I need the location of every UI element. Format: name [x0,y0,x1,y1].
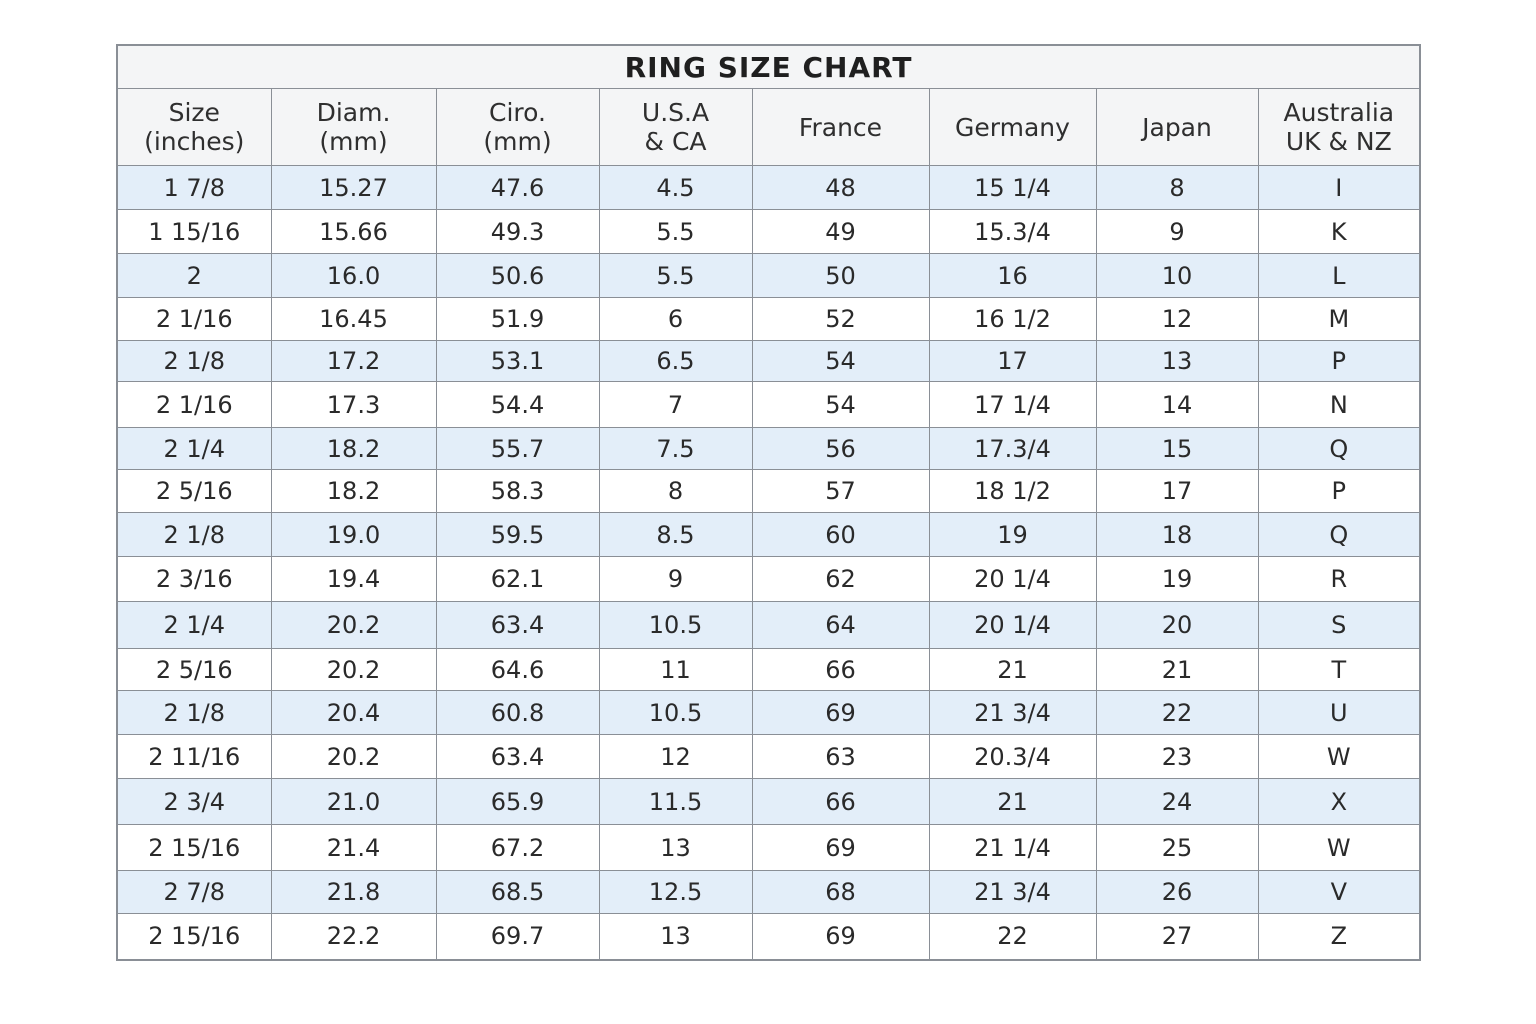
germany-cell: 22 [929,914,1096,960]
germany-cell: 21 3/4 [929,871,1096,914]
usa-ca-cell: 9 [599,557,752,602]
japan-cell: 13 [1096,341,1258,382]
japan-cell: 27 [1096,914,1258,960]
france-cell: 64 [752,602,929,649]
usa-ca-cell: 7.5 [599,428,752,470]
japan-cell: 21 [1096,649,1258,691]
australia-uk-nz-cell: N [1258,382,1420,428]
usa-ca-cell: 6.5 [599,341,752,382]
diameter-cell: 21.4 [271,825,436,871]
australia-uk-nz-cell: R [1258,557,1420,602]
circumference-cell: 69.7 [436,914,599,960]
japan-cell: 19 [1096,557,1258,602]
table-row [117,649,1420,691]
diameter-cell: 19.0 [271,513,436,557]
france-cell: 62 [752,557,929,602]
size-inches-cell: 2 1/8 [117,691,271,735]
usa-ca-cell: 11 [599,649,752,691]
diameter-cell: 16.0 [271,254,436,298]
size-inches-cell: 2 15/16 [117,914,271,960]
chart-title: RING SIZE CHART [117,45,1420,89]
size-inches-cell: 2 5/16 [117,470,271,513]
size-inches-cell: 2 1/8 [117,341,271,382]
header-germany: Germany [929,89,1096,166]
france-cell: 69 [752,691,929,735]
diameter-cell: 16.45 [271,298,436,341]
france-cell: 69 [752,825,929,871]
germany-cell: 18 1/2 [929,470,1096,513]
japan-cell: 25 [1096,825,1258,871]
diameter-cell: 19.4 [271,557,436,602]
france-cell: 68 [752,871,929,914]
table-row [117,691,1420,735]
usa-ca-cell: 5.5 [599,210,752,254]
size-inches-cell: 2 3/4 [117,779,271,825]
size-inches-cell: 2 1/8 [117,513,271,557]
table-row [117,298,1420,341]
germany-cell: 16 1/2 [929,298,1096,341]
circumference-cell: 53.1 [436,341,599,382]
usa-ca-cell: 4.5 [599,166,752,210]
diameter-cell: 21.8 [271,871,436,914]
diameter-cell: 18.2 [271,428,436,470]
table-row [117,513,1420,557]
germany-cell: 21 [929,779,1096,825]
size-inches-cell: 2 11/16 [117,735,271,779]
table-row [117,735,1420,779]
usa-ca-cell: 5.5 [599,254,752,298]
usa-ca-cell: 13 [599,914,752,960]
australia-uk-nz-cell: U [1258,691,1420,735]
japan-cell: 20 [1096,602,1258,649]
circumference-cell: 47.6 [436,166,599,210]
germany-cell: 16 [929,254,1096,298]
australia-uk-nz-cell: V [1258,871,1420,914]
circumference-cell: 68.5 [436,871,599,914]
germany-cell: 21 1/4 [929,825,1096,871]
japan-cell: 22 [1096,691,1258,735]
circumference-cell: 51.9 [436,298,599,341]
japan-cell: 17 [1096,470,1258,513]
germany-cell: 15 1/4 [929,166,1096,210]
header-circumference: Ciro. (mm) [436,89,599,166]
japan-cell: 8 [1096,166,1258,210]
diameter-cell: 17.2 [271,341,436,382]
usa-ca-cell: 8 [599,470,752,513]
table-row [117,557,1420,602]
header-size-inches: Size (inches) [117,89,271,166]
table-row [117,341,1420,382]
australia-uk-nz-cell: Q [1258,428,1420,470]
table-row [117,825,1420,871]
diameter-cell: 20.4 [271,691,436,735]
france-cell: 54 [752,341,929,382]
germany-cell: 17 [929,341,1096,382]
germany-cell: 15.3/4 [929,210,1096,254]
germany-cell: 17.3/4 [929,428,1096,470]
circumference-cell: 65.9 [436,779,599,825]
header-diameter: Diam. (mm) [271,89,436,166]
japan-cell: 12 [1096,298,1258,341]
australia-uk-nz-cell: K [1258,210,1420,254]
france-cell: 66 [752,649,929,691]
usa-ca-cell: 8.5 [599,513,752,557]
usa-ca-cell: 12.5 [599,871,752,914]
usa-ca-cell: 10.5 [599,602,752,649]
australia-uk-nz-cell: L [1258,254,1420,298]
size-inches-cell: 2 1/16 [117,382,271,428]
australia-uk-nz-cell: M [1258,298,1420,341]
circumference-cell: 67.2 [436,825,599,871]
usa-ca-cell: 6 [599,298,752,341]
france-cell: 66 [752,779,929,825]
germany-cell: 17 1/4 [929,382,1096,428]
france-cell: 52 [752,298,929,341]
japan-cell: 23 [1096,735,1258,779]
table-row [117,470,1420,513]
table-row [117,871,1420,914]
diameter-cell: 15.27 [271,166,436,210]
australia-uk-nz-cell: T [1258,649,1420,691]
header-usa-ca: U.S.A & CA [599,89,752,166]
circumference-cell: 63.4 [436,602,599,649]
circumference-cell: 60.8 [436,691,599,735]
table-row [117,428,1420,470]
size-inches-cell: 1 15/16 [117,210,271,254]
circumference-cell: 50.6 [436,254,599,298]
size-inches-cell: 2 1/16 [117,298,271,341]
france-cell: 63 [752,735,929,779]
australia-uk-nz-cell: W [1258,735,1420,779]
header-france: France [752,89,929,166]
table-row [117,602,1420,649]
ring-size-chart [116,44,1419,961]
table-row [117,914,1420,960]
japan-cell: 24 [1096,779,1258,825]
circumference-cell: 55.7 [436,428,599,470]
australia-uk-nz-cell: S [1258,602,1420,649]
size-inches-cell: 2 1/4 [117,602,271,649]
header-japan: Japan [1096,89,1258,166]
diameter-cell: 21.0 [271,779,436,825]
circumference-cell: 62.1 [436,557,599,602]
diameter-cell: 15.66 [271,210,436,254]
size-inches-cell: 2 1/4 [117,428,271,470]
diameter-cell: 18.2 [271,470,436,513]
usa-ca-cell: 11.5 [599,779,752,825]
japan-cell: 9 [1096,210,1258,254]
circumference-cell: 63.4 [436,735,599,779]
germany-cell: 21 3/4 [929,691,1096,735]
column-header-row [117,89,1420,166]
diameter-cell: 20.2 [271,735,436,779]
size-inches-cell: 2 7/8 [117,871,271,914]
france-cell: 56 [752,428,929,470]
table-body [117,166,1420,960]
australia-uk-nz-cell: X [1258,779,1420,825]
france-cell: 54 [752,382,929,428]
france-cell: 50 [752,254,929,298]
australia-uk-nz-cell: Q [1258,513,1420,557]
japan-cell: 14 [1096,382,1258,428]
australia-uk-nz-cell: W [1258,825,1420,871]
japan-cell: 18 [1096,513,1258,557]
circumference-cell: 59.5 [436,513,599,557]
germany-cell: 20 1/4 [929,557,1096,602]
diameter-cell: 20.2 [271,602,436,649]
australia-uk-nz-cell: P [1258,470,1420,513]
size-inches-cell: 2 3/16 [117,557,271,602]
australia-uk-nz-cell: Z [1258,914,1420,960]
france-cell: 57 [752,470,929,513]
germany-cell: 19 [929,513,1096,557]
france-cell: 49 [752,210,929,254]
table-row [117,382,1420,428]
ring-size-table [116,44,1421,961]
diameter-cell: 20.2 [271,649,436,691]
germany-cell: 20.3/4 [929,735,1096,779]
usa-ca-cell: 10.5 [599,691,752,735]
usa-ca-cell: 12 [599,735,752,779]
circumference-cell: 58.3 [436,470,599,513]
size-inches-cell: 1 7/8 [117,166,271,210]
france-cell: 48 [752,166,929,210]
size-inches-cell: 2 15/16 [117,825,271,871]
australia-uk-nz-cell: I [1258,166,1420,210]
table-row [117,210,1420,254]
table-row [117,166,1420,210]
header-australia-uk-nz: Australia UK & NZ [1258,89,1420,166]
germany-cell: 21 [929,649,1096,691]
japan-cell: 26 [1096,871,1258,914]
size-inches-cell: 2 5/16 [117,649,271,691]
size-inches-cell: 2 [117,254,271,298]
japan-cell: 15 [1096,428,1258,470]
table-row [117,254,1420,298]
usa-ca-cell: 7 [599,382,752,428]
france-cell: 69 [752,914,929,960]
circumference-cell: 54.4 [436,382,599,428]
australia-uk-nz-cell: P [1258,341,1420,382]
japan-cell: 10 [1096,254,1258,298]
germany-cell: 20 1/4 [929,602,1096,649]
circumference-cell: 49.3 [436,210,599,254]
diameter-cell: 17.3 [271,382,436,428]
usa-ca-cell: 13 [599,825,752,871]
table-row [117,779,1420,825]
circumference-cell: 64.6 [436,649,599,691]
france-cell: 60 [752,513,929,557]
diameter-cell: 22.2 [271,914,436,960]
